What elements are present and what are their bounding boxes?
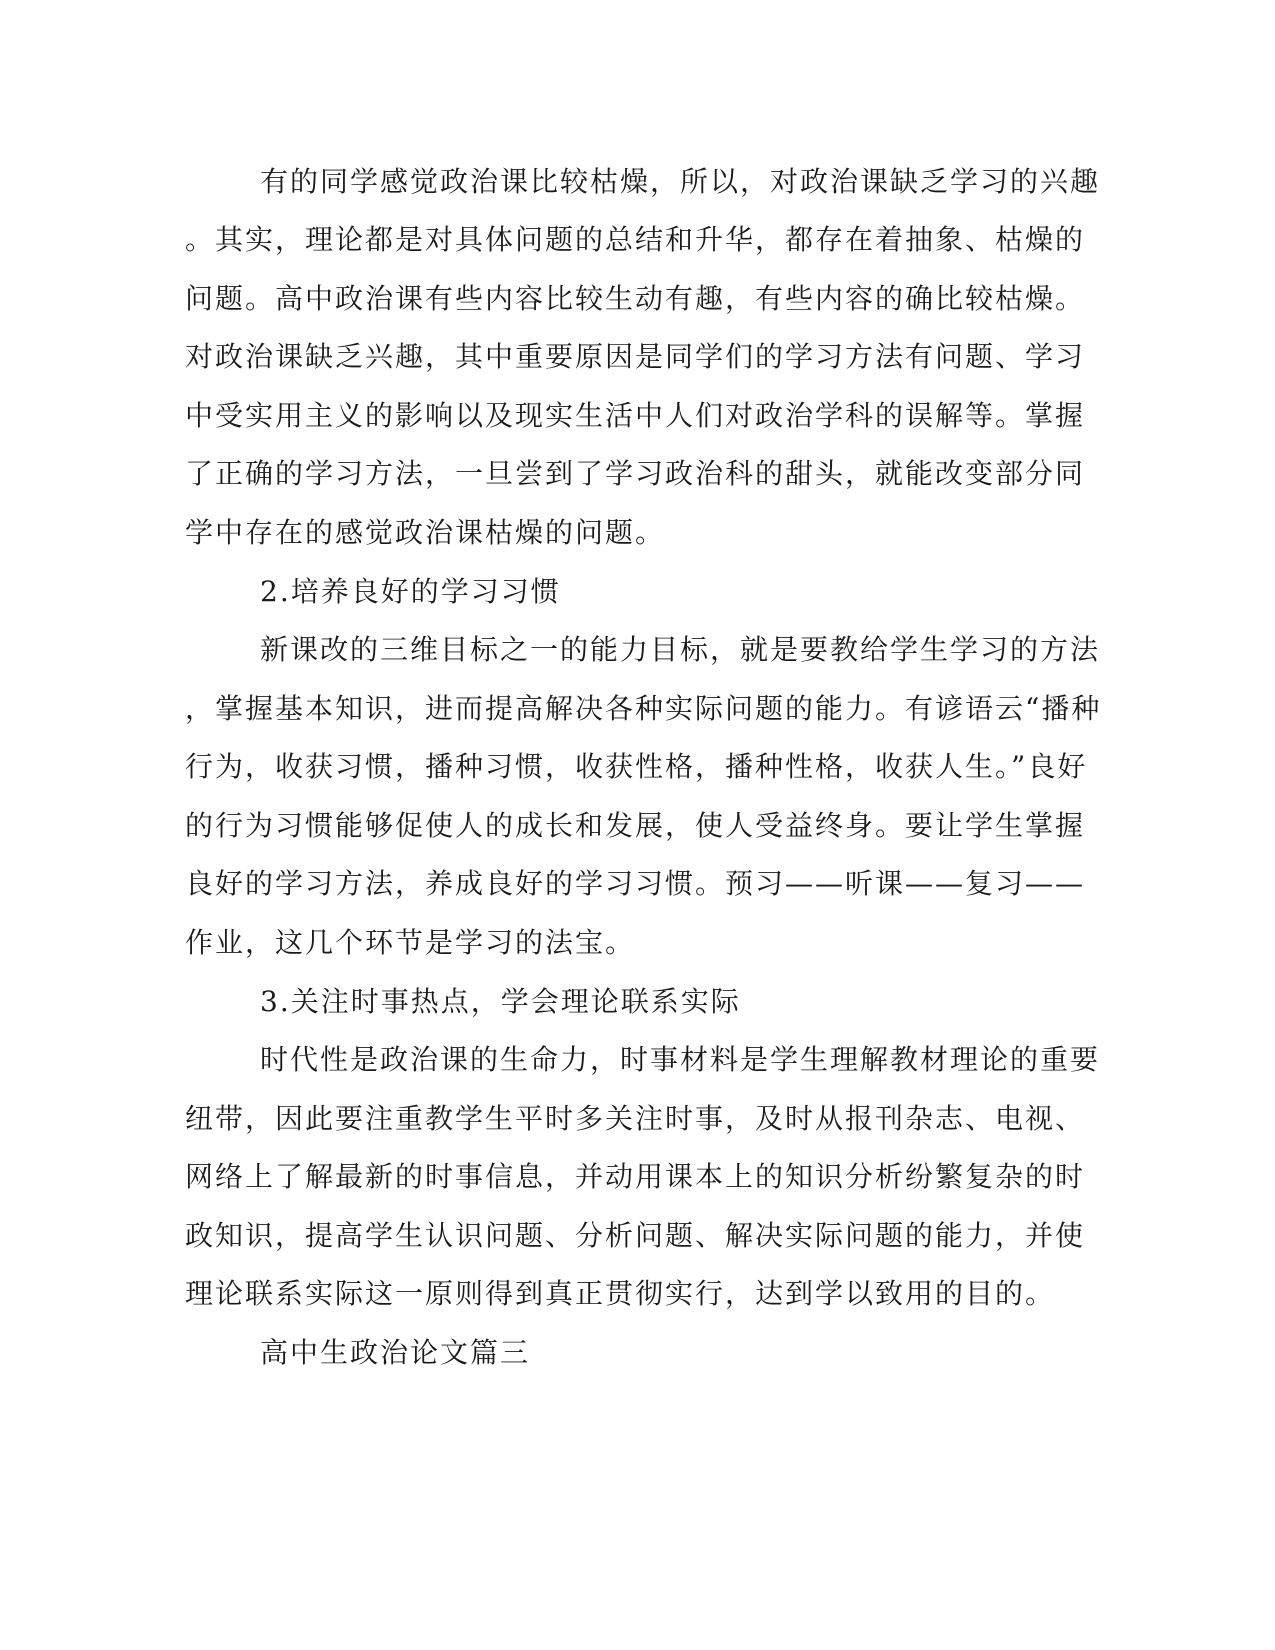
paragraph-line: 中受实用主义的影响以及现实生活中人们对政治学科的误解等。掌握 [185,399,1086,432]
paragraph-line: 问题。高中政治课有些内容比较生动有趣，有些内容的确比较枯燥。 [185,282,1086,315]
paragraph-line: 的行为习惯能够促使人的成长和发展，使人受益终身。要让学生掌握 [185,809,1086,842]
section-heading: 2.培养良好的学习习惯 [260,575,561,608]
paragraph-line: 作业，这几个环节是学习的法宝。 [185,926,636,959]
paragraph-line: 理论联系实际这一原则得到真正贯彻实行，达到学以致用的目的。 [185,1277,1056,1310]
paragraph-line: 对政治课缺乏兴趣，其中重要原因是同学们的学习方法有问题、学习 [185,340,1086,373]
paragraph-line: 学中存在的感觉政治课枯燥的问题。 [185,516,666,549]
paragraph-line: 新课改的三维目标之一的能力目标，就是要教给学生学习的方法 [260,633,1101,666]
paragraph-line: 纽带，因此要注重教学生平时多关注时事，及时从报刊杂志、电视、 [185,1102,1086,1135]
paragraph-line: 有的同学感觉政治课比较枯燥，所以，对政治课缺乏学习的兴趣 [260,165,1101,198]
paragraph-line: 政知识，提高学生认识问题、分析问题、解决实际问题的能力，并使 [185,1219,1086,1252]
section-heading: 3.关注时事热点，学会理论联系实际 [260,985,741,1018]
paragraph-line: 了正确的学习方法，一旦尝到了学习政治科的甜头，就能改变部分同 [185,457,1086,490]
paragraph-line: 。其实，理论都是对具体问题的总结和升华，都存在着抽象、枯燥的 [185,223,1086,256]
paragraph-line: 良好的学习方法，养成良好的学习习惯。预习——听课——复习—— [185,867,1086,900]
paragraph-line: ，掌握基本知识，进而提高解决各种实际问题的能力。有谚语云“播种 [185,692,1102,725]
section-heading: 高中生政治论文篇三 [260,1336,531,1369]
paragraph-line: 时代性是政治课的生命力，时事材料是学生理解教材理论的重要 [260,1043,1101,1076]
paragraph-line: 网络上了解最新的时事信息，并动用课本上的知识分析纷繁复杂的时 [185,1160,1086,1193]
paragraph-line: 行为，收获习惯，播种习惯，收获性格，播种性格，收获人生。”良好 [185,750,1088,783]
